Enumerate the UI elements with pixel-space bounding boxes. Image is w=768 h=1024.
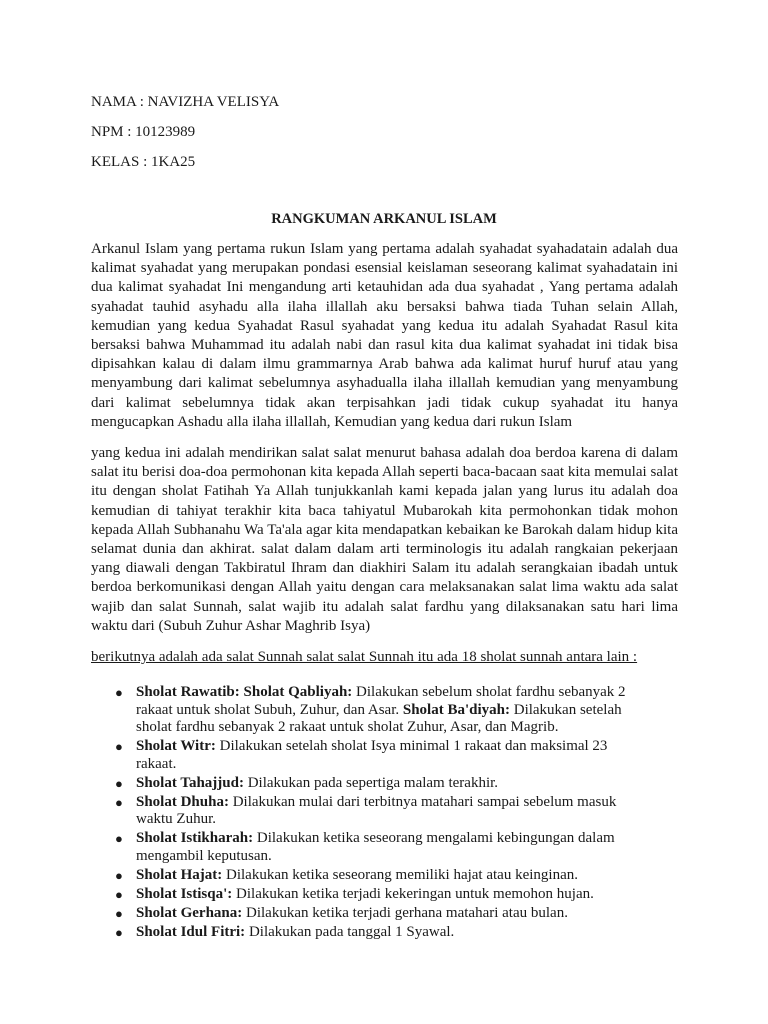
list-item (91, 775, 651, 793)
prayer-description: Dilakukan ketika terjadi gerhana matahari atau bulan. (242, 904, 568, 921)
list-item (91, 830, 651, 865)
prayer-name: Sholat Istikharah: (136, 830, 254, 846)
document-title: RANGKUMAN ARKANUL ISLAM (271, 211, 497, 227)
bullet-icon: ● (115, 775, 123, 791)
bullet-icon: ● (115, 739, 123, 754)
prayer-description: Dilakukan setelah sholat Isya minimal 1 rakaat dan maksimal 23 rakaat. (136, 738, 608, 772)
prayer-name: Sholat Hajat: (136, 866, 223, 883)
prayer-description: Dilakukan ketika seseorang mengalami kebingungan dalam mengambil keputusan. (136, 830, 615, 864)
bullet-icon: ● (115, 685, 123, 700)
list-item (91, 794, 651, 829)
list-item (91, 924, 651, 942)
prayer-name: Sholat Ba'diyah: (402, 701, 510, 718)
bullet-icon: ● (115, 924, 123, 940)
list-item (91, 738, 651, 773)
bullet-icon: ● (115, 867, 123, 883)
prayer-description: Dilakukan setelah sholat fardhu sebanyak 2 rakaat untuk sholat Zuhur, Asar, dan Magrib. (136, 701, 622, 735)
prayer-name: Sholat Tahajjud: (136, 774, 244, 791)
prayer-name: Sholat Dhuha: (136, 793, 229, 810)
bullet-icon: ● (115, 831, 123, 846)
list-item (91, 905, 651, 923)
prayer-name: Sholat Istisqa': (136, 885, 233, 902)
student-class: KELAS : 1KA25 (91, 154, 196, 170)
prayer-name: Sholat Idul Fitri: (136, 923, 246, 940)
list-item (91, 886, 651, 904)
prayer-description: Dilakukan sebelum sholat fardhu sebanyak 2 rakaat untuk sholat Subuh, Zuhur, dan Asar. (136, 684, 626, 718)
bullet-icon: ● (115, 905, 123, 921)
bullet-icon: ● (115, 794, 123, 810)
sunnah-prayer-list (91, 684, 651, 943)
prayer-name: Sholat Rawatib: Sholat Qabliyah: (136, 684, 353, 700)
bullet-icon: ● (115, 886, 123, 902)
student-name: NAMA : NAVIZHA VELISYA (91, 94, 280, 110)
list-item (91, 684, 651, 737)
prayer-description: Dilakukan ketika seseorang memiliki hajat atau keinginan. (222, 866, 578, 883)
prayer-description: Dilakukan pada sepertiga malam terakhir. (243, 774, 499, 791)
prayer-name: Sholat Witr: (136, 738, 216, 754)
prayer-description: Dilakukan ketika terjadi kekeringan untuk memohon hujan. (232, 885, 594, 902)
prayer-name: Sholat Gerhana: (136, 904, 243, 921)
prayer-description: Dilakukan pada tanggal 1 Syawal. (245, 923, 455, 940)
sunnah-list-intro: berikutnya adalah ada salat Sunnah salat salat Sunnah itu ada 18 sholat sunnah antara lain : (91, 649, 638, 665)
prayer-description: Dilakukan mulai dari terbitnya matahari sampai sebelum masuk waktu Zuhur. (136, 793, 617, 827)
list-item (91, 867, 651, 885)
student-npm: NPM : 10123989 (91, 124, 196, 140)
paragraph-syahadat: Arkanul Islam yang pertama rukun Islam yang pertama adalah syahadat syahadatain adalah dua kalimat syahadat yang merupakan pondasi esensial keislaman seseorang kalimat syahadatain ini dua kalimat syahadat Ini mengandung arti ketauhidan ada dua syahadat , Yang pertama adalah syahadat tauhid asyhadu alla ilaha illallah aku bersaksi bahwa tiada Tuhan selain Allah, kemudian yang kedua Syahadat Rasul syahadat yang kedua itu adalah Syahadat Rasul kita bersaksi bahwa Muhammad itu adalah nabi dan rasul kita dua kalimat syahadat ini tidak bisa dipisahkan kalau di dalam ilmu grammarnya Arab bahwa ada kalimat huruf huruf atau yang menyambung dari kalimat sebelumnya asyhadualla ilaha illallah kemudian yang menyambung dari kalimat sebelumnya tidak akan terpisahkan jadi tidak cukup syahadat itu hanya mengucapkan Ashadu alla ilaha illallah, Kemudian yang kedua dari rukun Islam (91, 241, 678, 430)
paragraph-salat: yang kedua ini adalah mendirikan salat salat menurut bahasa adalah doa berdoa karena di dalam salat itu berisi doa-doa permohonan kita kepada Allah seperti baca-bacaan saat kita memulai salat itu dengan sholat Fatihah Ya Allah tunjukkanlah kami kepada jalan yang lurus itu adalah doa kemudian di tahiyat terakhir kita baca tahiyatul Mubarokah kita permohonkan tidak mohon kepada Allah Subhanahu Wa Ta'ala agar kita mendapatkan kebaikan ke Barokah dalam hidup kita selamat dunia dan akhirat. salat dalam dalam arti terminologis itu adalah rangkaian pekerjaan yang diawali dengan Takbiratul Ihram dan diakhiri Salam itu adalah serangkaian ibadah untuk berdoa berkomunikasi dengan Allah yaitu dengan cara melaksanakan salat lima waktu ada salat wajib dan salat Sunnah, salat wajib itu adalah salat fardhu yang dilaksanakan satu hari lima waktu dari (Subuh Zuhur Ashar Maghrib Isya) (91, 445, 678, 634)
